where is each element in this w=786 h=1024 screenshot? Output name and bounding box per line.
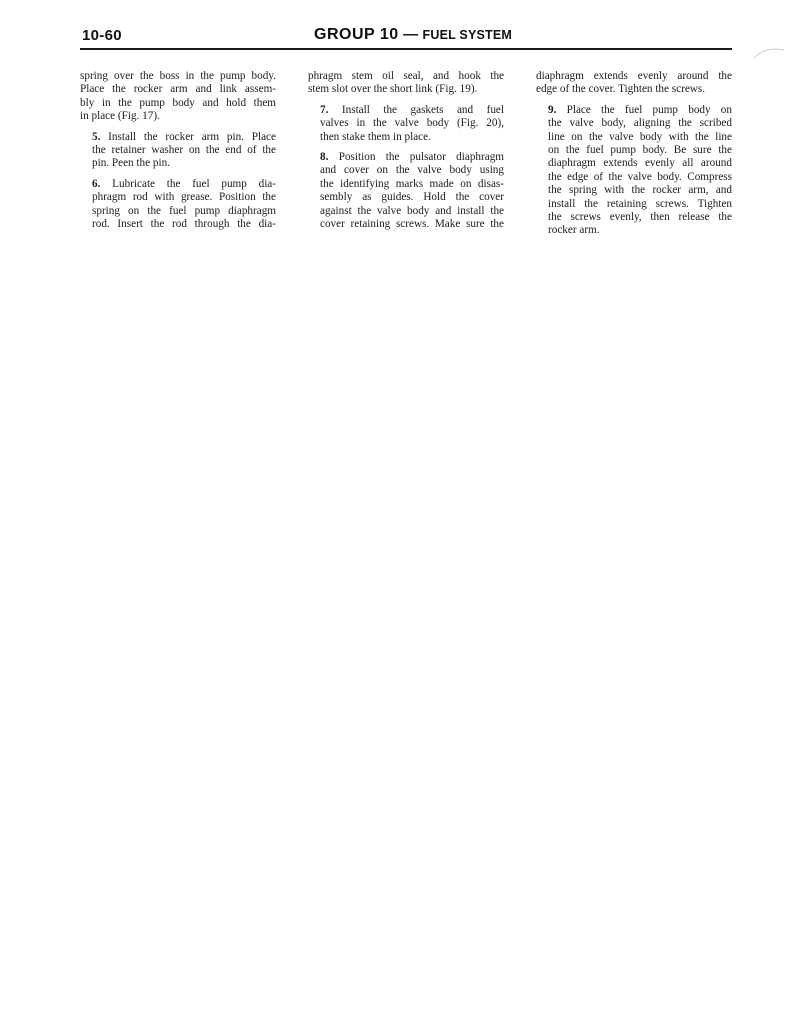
step-number: 5. [92, 130, 101, 143]
text-column-1 [80, 70, 276, 238]
text-line: sembly as guides. Hold the cover [320, 191, 504, 204]
text-line: then stake them in place. [320, 130, 431, 143]
step-number: 7. [320, 103, 329, 116]
text-line: in place (Fig. 17). [80, 110, 160, 123]
step-7 [308, 104, 504, 144]
step-5 [80, 131, 276, 171]
step-number: 9. [548, 103, 557, 116]
text-line: rocker arm. [548, 224, 600, 237]
text-line: rod. Insert the rod through the dia- [92, 218, 276, 231]
text-line: the spring with the rocker arm, and [548, 184, 732, 197]
text-line: Position the pulsator diaphragm [338, 151, 504, 164]
text-line: spring over the boss in the pump body. [80, 70, 276, 82]
text-line: bly in the pump body and hold them [80, 96, 276, 109]
text-line: Install the gaskets and fuel [341, 103, 504, 116]
running-head-dash: — [403, 26, 419, 43]
paragraph [308, 70, 504, 97]
text-line: Place the rocker arm and link assem- [80, 83, 276, 96]
text-line: Place the fuel pump body on [566, 103, 732, 116]
step-6 [80, 178, 276, 232]
text-line: spring on the fuel pump diaphragm [92, 204, 276, 217]
text-line: pin. Peen the pin. [92, 157, 170, 170]
header-rule [80, 48, 732, 50]
text-line: cover retaining screws. Make sure the [320, 218, 504, 231]
text-line: the edge of the valve body. Compress [548, 170, 732, 183]
text-line: Lubricate the fuel pump dia- [112, 177, 277, 190]
text-line: diaphragm extends evenly all around [548, 157, 732, 170]
paragraph [536, 70, 732, 97]
step-8 [308, 151, 504, 231]
text-line: phragm stem oil seal, and hook the [308, 70, 504, 82]
text-line: the identifying marks made on disas- [320, 177, 504, 190]
text-line: valves in the valve body (Fig. 20), [320, 117, 504, 130]
paragraph [80, 70, 276, 124]
text-line: stem slot over the short link (Fig. 19). [308, 83, 478, 96]
text-line: install the retaining screws. Tighten [548, 197, 732, 210]
text-line: diaphragm extends evenly around the [536, 70, 732, 82]
text-line: edge of the cover. Tighten the screws. [536, 83, 706, 96]
text-line: the screws evenly, then release the [548, 211, 732, 224]
step-9 [536, 104, 732, 238]
text-line: line on the valve body with the line [548, 130, 732, 143]
text-column-3 [536, 70, 732, 245]
page-number: 10-60 [82, 27, 122, 44]
running-head-group: GROUP 10 [314, 26, 399, 43]
text-line: against the valve body and install the [320, 204, 504, 217]
text-line: Install the rocker arm pin. Place [108, 130, 276, 143]
text-line: on the fuel pump body. Be sure the [548, 144, 732, 157]
text-line: phragm rod with grease. Position the [92, 191, 276, 204]
text-line: the retainer washer on the end of the [92, 144, 276, 157]
text-line: the valve body, aligning the scribed [548, 117, 732, 130]
step-number: 6. [92, 177, 101, 190]
page-curl-mark [750, 44, 786, 60]
text-column-2 [308, 70, 504, 238]
running-head-section: FUEL SYSTEM [422, 28, 513, 42]
running-head [314, 26, 512, 44]
text-line: and cover on the valve body using [320, 164, 504, 177]
step-number: 8. [320, 151, 329, 164]
